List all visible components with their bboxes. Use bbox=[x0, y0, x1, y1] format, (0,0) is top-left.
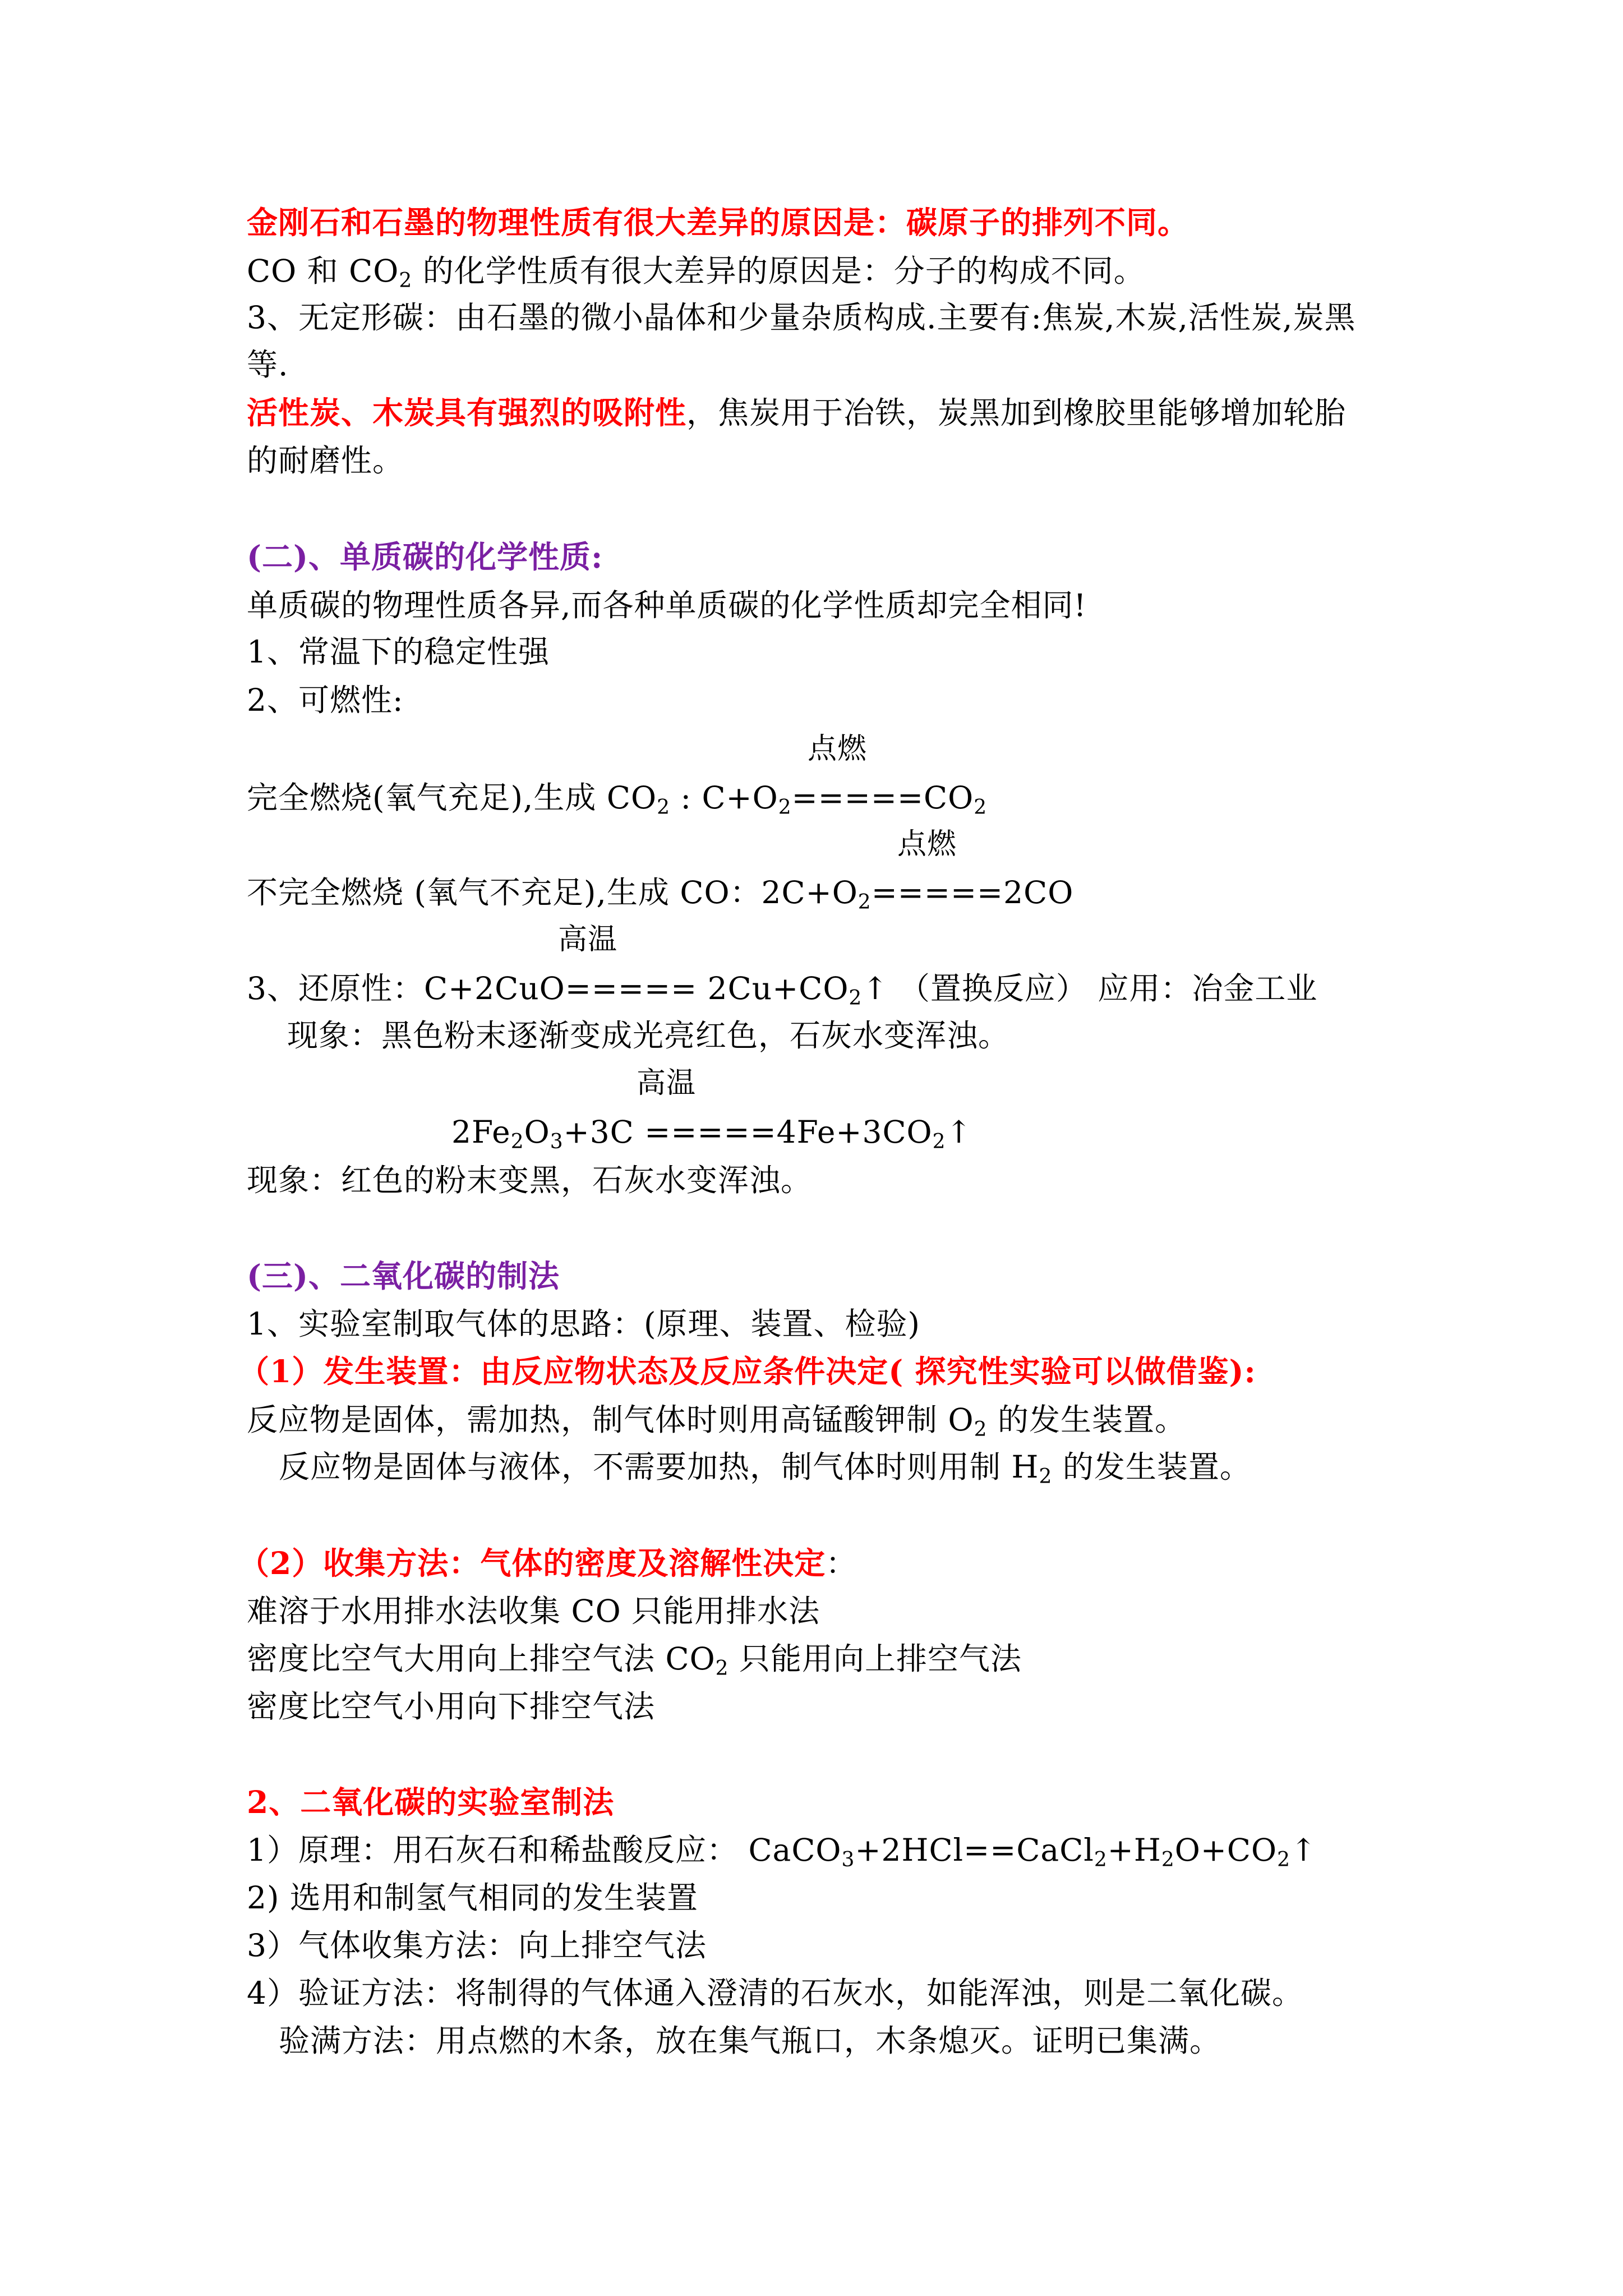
amorphous-carbon-line-cont: 等. bbox=[247, 347, 289, 383]
stability-item: 1、常温下的稳定性强 bbox=[247, 634, 550, 670]
full-check-line: 验满方法：用点燃的木条，放在集气瓶口，木条熄灭。证明已集满。 bbox=[279, 2023, 1221, 2059]
condition-high-temp-1: 高温 bbox=[558, 923, 618, 956]
collection-line: 3）气体收集方法：向上排空气法 bbox=[247, 1927, 707, 1963]
solid-liquid-line: 反应物是固体与液体，不需要加热，制气体时则用制 $H_2$ 的发生装置。 bbox=[279, 1449, 1251, 1488]
combustibility-item: 2、可燃性: bbox=[247, 682, 404, 718]
co-co2-reason: CO 和 $CO_2$ 的化学性质有很大差异的原因是：分子的构成不同。 bbox=[247, 253, 1145, 292]
verification-line: 4）验证方法：将制得的气体通入澄清的石灰水，如能浑浊，则是二氧化碳。 bbox=[247, 1975, 1303, 2011]
collection-upward: 密度比空气大用向上排空气法 $CO_2$ 只能用向上排空气法 bbox=[247, 1641, 1022, 1680]
principle-line: 1）原理：用石灰石和稀盐酸反应： $CaCO_3+2HCl==CaCl_2+H_2O+CO_2↑$ bbox=[247, 1832, 1317, 1871]
incomplete-combustion: 不完全燃烧 (氧气不充足),生成 CO：$2C+O_2=====2CO$ bbox=[247, 875, 1074, 914]
section-2-intro: 单质碳的物理性质各异,而各种单质碳的化学性质却完全相同! bbox=[247, 587, 1087, 623]
condition-ignite-2: 点燃 bbox=[897, 827, 957, 861]
lab-gas-approach: 1、实验室制取气体的思路：(原理、装置、检验) bbox=[247, 1306, 920, 1342]
diamond-graphite-reason: 金刚石和石墨的物理性质有很大差异的原因是：碳原子的排列不同。 bbox=[247, 204, 1189, 241]
apparatus-line: 2) 选用和制氢气相同的发生装置 bbox=[247, 1880, 698, 1916]
iron-oxide-reaction: $2Fe_2O_3+3C$ $=====4Fe+3CO_2↑$ bbox=[451, 1114, 972, 1153]
collection-downward: 密度比空气小用向下排空气法 bbox=[247, 1688, 656, 1724]
generator-apparatus-heading: （1）发生装置：由反应物状态及反应条件决定( 探究性实验可以做借鉴): bbox=[238, 1353, 1256, 1389]
section-3-title: (三)、二氧化碳的制法 bbox=[247, 1258, 560, 1294]
adsorption-line: 活性炭、木炭具有强烈的吸附性，焦炭用于冶铁，炭黑加到橡胶里能够增加轮胎 bbox=[247, 394, 1347, 431]
collection-method-heading: （2）收集方法：气体的密度及溶解性决定： bbox=[238, 1545, 857, 1581]
condition-high-temp-2: 高温 bbox=[637, 1066, 697, 1100]
co2-lab-prep-title: 2、二氧化碳的实验室制法 bbox=[247, 1784, 615, 1820]
solid-heated-line: 反应物是固体，需加热，制气体时则用高锰酸钾制 $O_2$ 的发生装置。 bbox=[247, 1402, 1186, 1441]
phenomenon-2: 现象：红色的粉末变黑，石灰水变浑浊。 bbox=[247, 1162, 813, 1198]
condition-ignite-1: 点燃 bbox=[808, 732, 868, 766]
complete-combustion: 完全燃烧(氧气充足),生成 $CO_2$ : $C+O_2=====CO_2$ bbox=[247, 780, 988, 819]
reducibility-item: 3、还原性：$C+2CuO===== 2Cu+CO_2↑$ （置换反应） 应用：冶金工业 bbox=[247, 970, 1318, 1010]
adsorption-line-cont: 的耐磨性。 bbox=[247, 443, 404, 478]
phenomenon-1: 现象：黑色粉末逐渐变成光亮红色，石灰水变浑浊。 bbox=[287, 1018, 1010, 1053]
amorphous-carbon-line: 3、无定形碳：由石墨的微小晶体和少量杂质构成.主要有:焦炭,木炭,活性炭,炭黑 bbox=[247, 300, 1356, 335]
collection-water: 难溶于水用排水法收集 CO 只能用排水法 bbox=[247, 1593, 820, 1629]
section-2-title: (二)、单质碳的化学性质: bbox=[247, 539, 603, 575]
